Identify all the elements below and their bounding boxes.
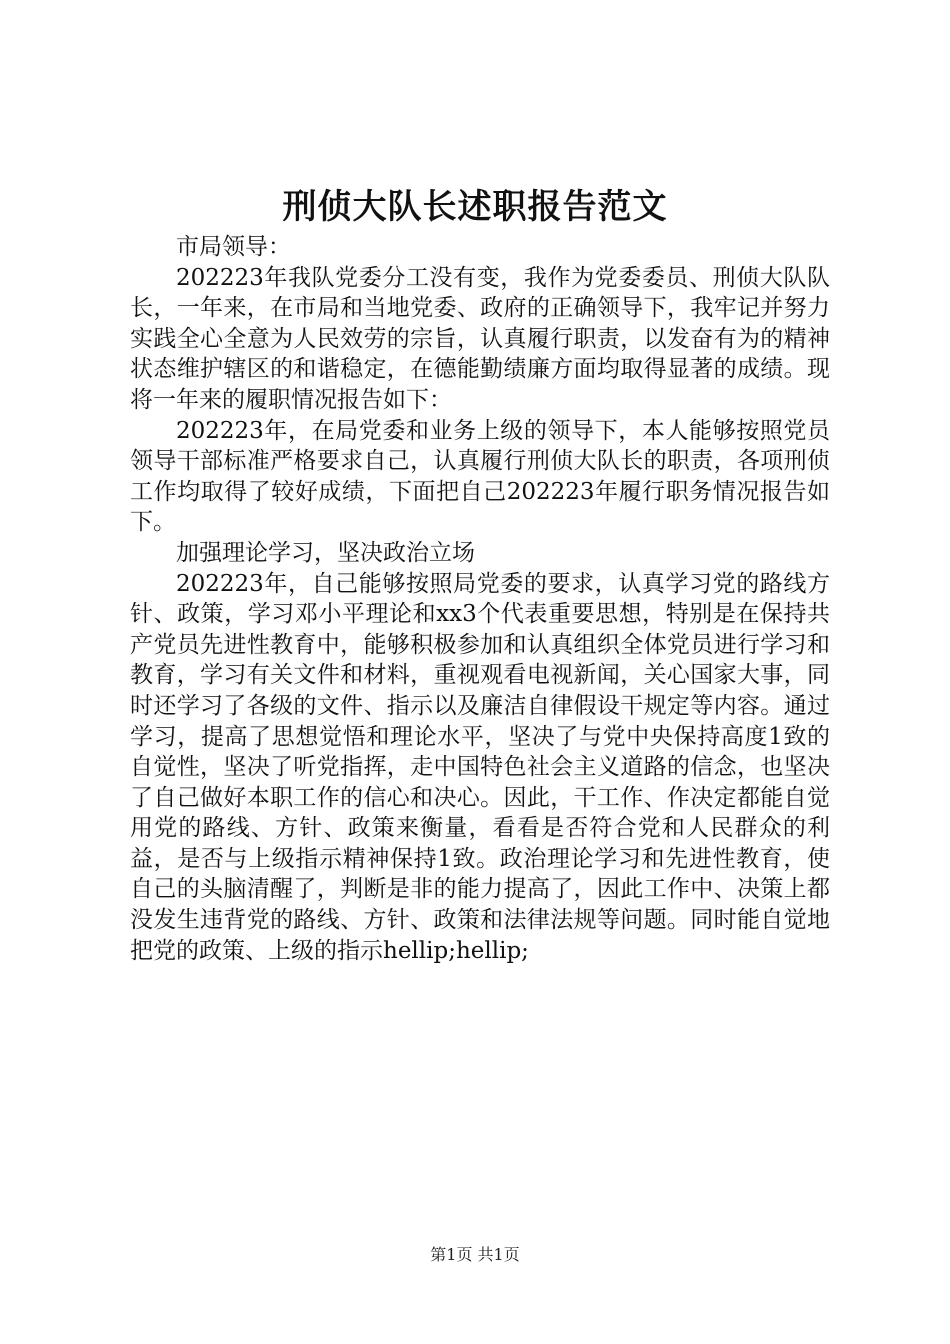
paragraph-theory-study: 202223年，自己能够按照局党委的要求，认真学习党的路线方针、政策，学习邓小平理论和xx3个代表重要思想，特别是在保持共产党员先进性教育中，能够积极参加和认真组织全体党员进行学习和教育，学习有关文件和材料，重视观看电视新闻，关心国家大事，同时还学习了各级的文件、指示以及廉洁自律假设干规定等内容。通过学习，提高了思想觉悟和理论水平，坚决了与党中央保持高度1致的自觉性，坚决了听党指挥，走中国特色社会主义道路的信念，也坚决了自己做好本职工作的信心和决心。因此，干工作、作决定都能自觉用党的路线、方针、政策来衡量，看看是否符合党和人民群众的利益，是否与上级指示精神保持1致。政治理论学习和先进性教育，使自己的头脑清醒了，判断是非的能力提高了，因此工作中、决策上都没发生违背党的路线、方针、政策和法律法规等问题。同时能自觉地把党的政策、上级的指示hellip;hellip; [130,570,830,964]
document-title: 刑侦大队长述职报告范文 [282,187,668,227]
section-heading: 加强理论学习，坚决政治立场 [176,539,475,566]
paragraph-intro: 202223年我队党委分工没有变，我作为党委委员、刑侦大队队长，一年来，在市局和当地党委、政府的正确领导下，我牢记并努力实践全心全意为人民效劳的宗旨，认真履行职责，以发奋有为的精神状态维护辖区的和谐稳定，在德能勤绩廉方面均取得显著的成绩。现将一年来的履职情况报告如下： [130,264,830,413]
page-footer: 第1页 共1页 [430,1245,520,1264]
salutation: 市局领导： [176,234,291,260]
paragraph-overview: 202223年，在局党委和业务上级的领导下，本人能够按照党员领导干部标准严格要求自己，认真履行刑侦大队长的职责，各项刑侦工作均取得了较好成绩，下面把自己202223年履行职务情况报告如下。 [130,417,830,536]
document-body [130,232,830,966]
